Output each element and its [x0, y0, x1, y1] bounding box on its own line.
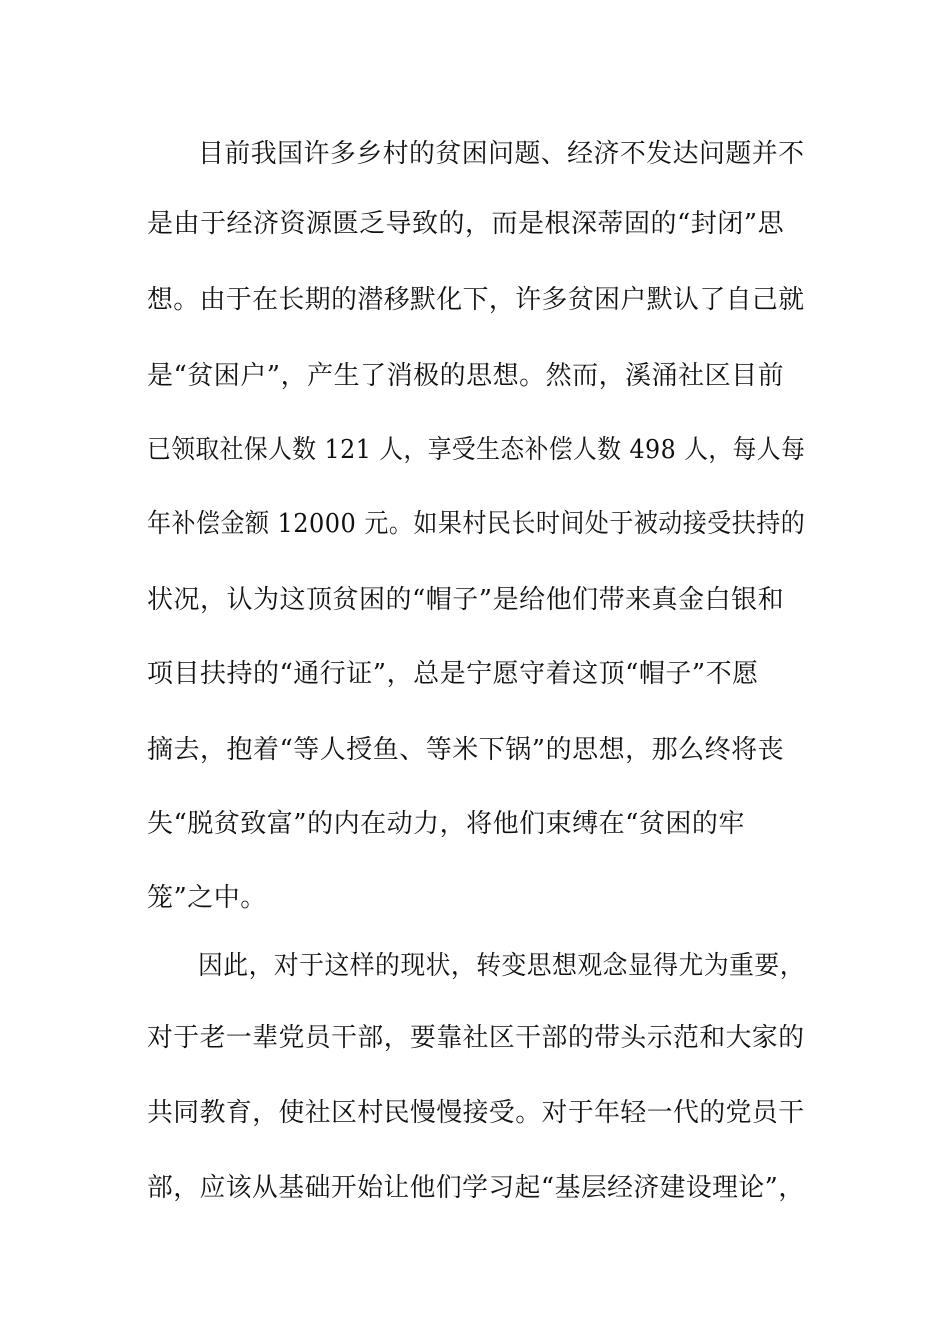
paragraph-1-line-11: 笼”之中。	[147, 883, 267, 913]
paragraph-1-line-5: 已领取社保人数 121 人，享受生态补偿人数 498 人，每人每	[147, 435, 806, 465]
paragraph-1-line-4: 是“贫困户”，产生了消极的思想。然而，溪涌社区目前	[147, 361, 785, 391]
paragraph-1-line-8: 项目扶持的“通行证”，总是宁愿守着这顶“帽子”不愿	[147, 659, 759, 689]
paragraph-1-line-9: 摘去，抱着“等人授鱼、等米下锅”的思想，那么终将丧	[147, 735, 785, 765]
paragraph-1-line-7: 状况，认为这顶贫困的“帽子”是给他们带来真金白银和	[147, 585, 785, 615]
paragraph-1-line-1: 目前我国许多乡村的贫困问题、经济不发达问题并不	[198, 139, 805, 169]
paragraph-1-line-3: 想。由于在长期的潜移默化下，许多贫困户默认了自己就	[147, 285, 805, 315]
paragraph-2-line-3: 共同教育，使社区村民慢慢接受。对于年轻一代的党员干	[147, 1098, 805, 1128]
paragraph-1-line-10: 失“脱贫致富”的内在动力，将他们束缚在“贫困的牢	[147, 809, 745, 839]
paragraph-2-line-4: 部，应该从基础开始让他们学习起“基层经济建设理论”，	[147, 1173, 805, 1203]
paragraph-1-line-6: 年补偿金额 12000 元。如果村民长时间处于被动接受扶持的	[147, 509, 806, 539]
paragraph-2-line-1: 因此，对于这样的现状，转变思想观念显得尤为重要，	[198, 951, 806, 981]
paragraph-1-line-2: 是由于经济资源匮乏导致的，而是根深蒂固的“封闭”思	[147, 209, 785, 239]
paragraph-2-line-2: 对于老一辈党员干部，要靠社区干部的带头示范和大家的	[147, 1023, 805, 1053]
